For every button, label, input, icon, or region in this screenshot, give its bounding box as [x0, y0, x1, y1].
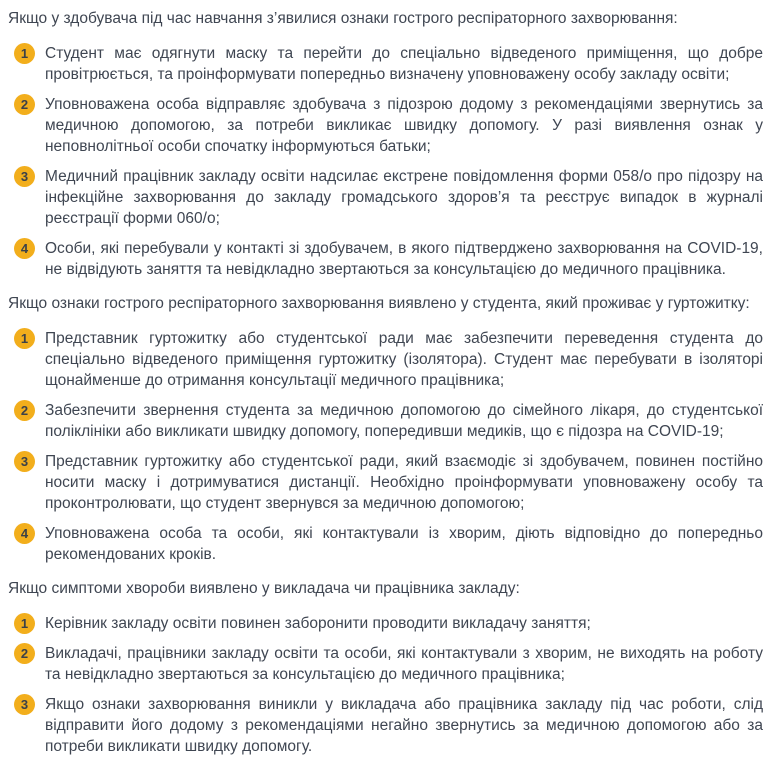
- section-heading: Якщо симптоми хвороби виявлено у викладача чи працівника закладу:: [8, 580, 520, 597]
- step-text: Уповноважена особа відправляє здобувача з підозрою додому з рекомендаціями звернутись за медичною допомогою, за потреби викликає швидку допомогу. У разі виявлення ознак у неповнолітньої особи спочатку інформуються батьки;: [45, 96, 763, 155]
- section-student-in-dormitory: [8, 293, 763, 565]
- step-text: Студент має одягнути маску та перейти до спеціально відведеного приміщення, що добре провітрюється, та проінформувати попередньо визначену уповноважену особу закладу освіти;: [45, 45, 763, 83]
- step-number-badge: 4: [14, 238, 35, 259]
- step-text: Медичний працівник закладу освіти надсилає екстрене повідомлення форми 058/о про підозру на інфекційне захворювання до закладу громадського здоров’я та реєструє випадок в журналі реєстрації форми 060/о;: [45, 168, 763, 227]
- list-item: [8, 238, 763, 280]
- step-number-badge: 2: [14, 643, 35, 664]
- list-item: [8, 613, 763, 634]
- step-number-badge: 2: [14, 94, 35, 115]
- list-item: [8, 643, 763, 685]
- section-heading: Якщо у здобувача під час навчання з’явилися ознаки гострого респіраторного захворювання:: [8, 10, 678, 27]
- step-text: Забезпечити звернення студента за медичною допомогою до сімейного лікаря, до студентської поліклініки або викликати швидку допомогу, попередивши медиків, що є підозра на COVID-19;: [45, 402, 763, 440]
- section-student-in-class: [8, 8, 763, 280]
- list-item: [8, 400, 763, 442]
- step-number-badge: 1: [14, 43, 35, 64]
- step-text: Представник гуртожитку або студентської ради, який взаємодіє зі здобувачем, повинен постійно носити маску і дотримуватися дистанції. Необхідно проінформувати уповноважену особу та проконтролювати, що студент звернувся за медичною допомогою;: [45, 453, 763, 512]
- step-number-badge: 1: [14, 613, 35, 634]
- step-text: Якщо ознаки захворювання виникли у викладача або працівника закладу під час роботи, слід відправити його додому з рекомендаціями негайно звернутись за медичною допомогою або за потреби викликати швидку допомогу.: [45, 696, 763, 755]
- step-text: Особи, які перебували у контакті зі здобувачем, в якого підтверджено захворювання на COVID-19, не відвідують заняття та невідкладно звертаються за консультацією до медичного працівника.: [45, 240, 763, 278]
- step-number-badge: 2: [14, 400, 35, 421]
- list-item: [8, 43, 763, 85]
- list-item: [8, 94, 763, 157]
- list-item: [8, 694, 763, 757]
- step-text: Викладачі, працівники закладу освіти та особи, які контактували з хворим, не виходять на роботу та невідкладно звертаються за консультацією до медичного працівника;: [45, 645, 763, 683]
- list-item: [8, 523, 763, 565]
- step-number-badge: 3: [14, 451, 35, 472]
- list-item: [8, 328, 763, 391]
- step-number-badge: 4: [14, 523, 35, 544]
- step-number-badge: 3: [14, 694, 35, 715]
- section-teacher-or-staff: [8, 578, 763, 757]
- list-item: [8, 451, 763, 514]
- section-heading: Якщо ознаки гострого респіраторного захворювання виявлено у студента, який проживає у гуртожитку:: [8, 295, 750, 312]
- step-text: Керівник закладу освіти повинен заборонити проводити викладачу заняття;: [45, 615, 591, 632]
- step-text: Представник гуртожитку або студентської ради має забезпечити переведення студента до спеціально відведеного приміщення гуртожитку (ізолятора). Студент має перебувати в ізоляторі щонайменше до отримання консультації медичного працівника;: [45, 330, 763, 389]
- step-text: Уповноважена особа та особи, які контактували із хворим, діють відповідно до попередньо рекомендованих кроків.: [45, 525, 763, 563]
- step-number-badge: 1: [14, 328, 35, 349]
- step-number-badge: 3: [14, 166, 35, 187]
- list-item: [8, 166, 763, 229]
